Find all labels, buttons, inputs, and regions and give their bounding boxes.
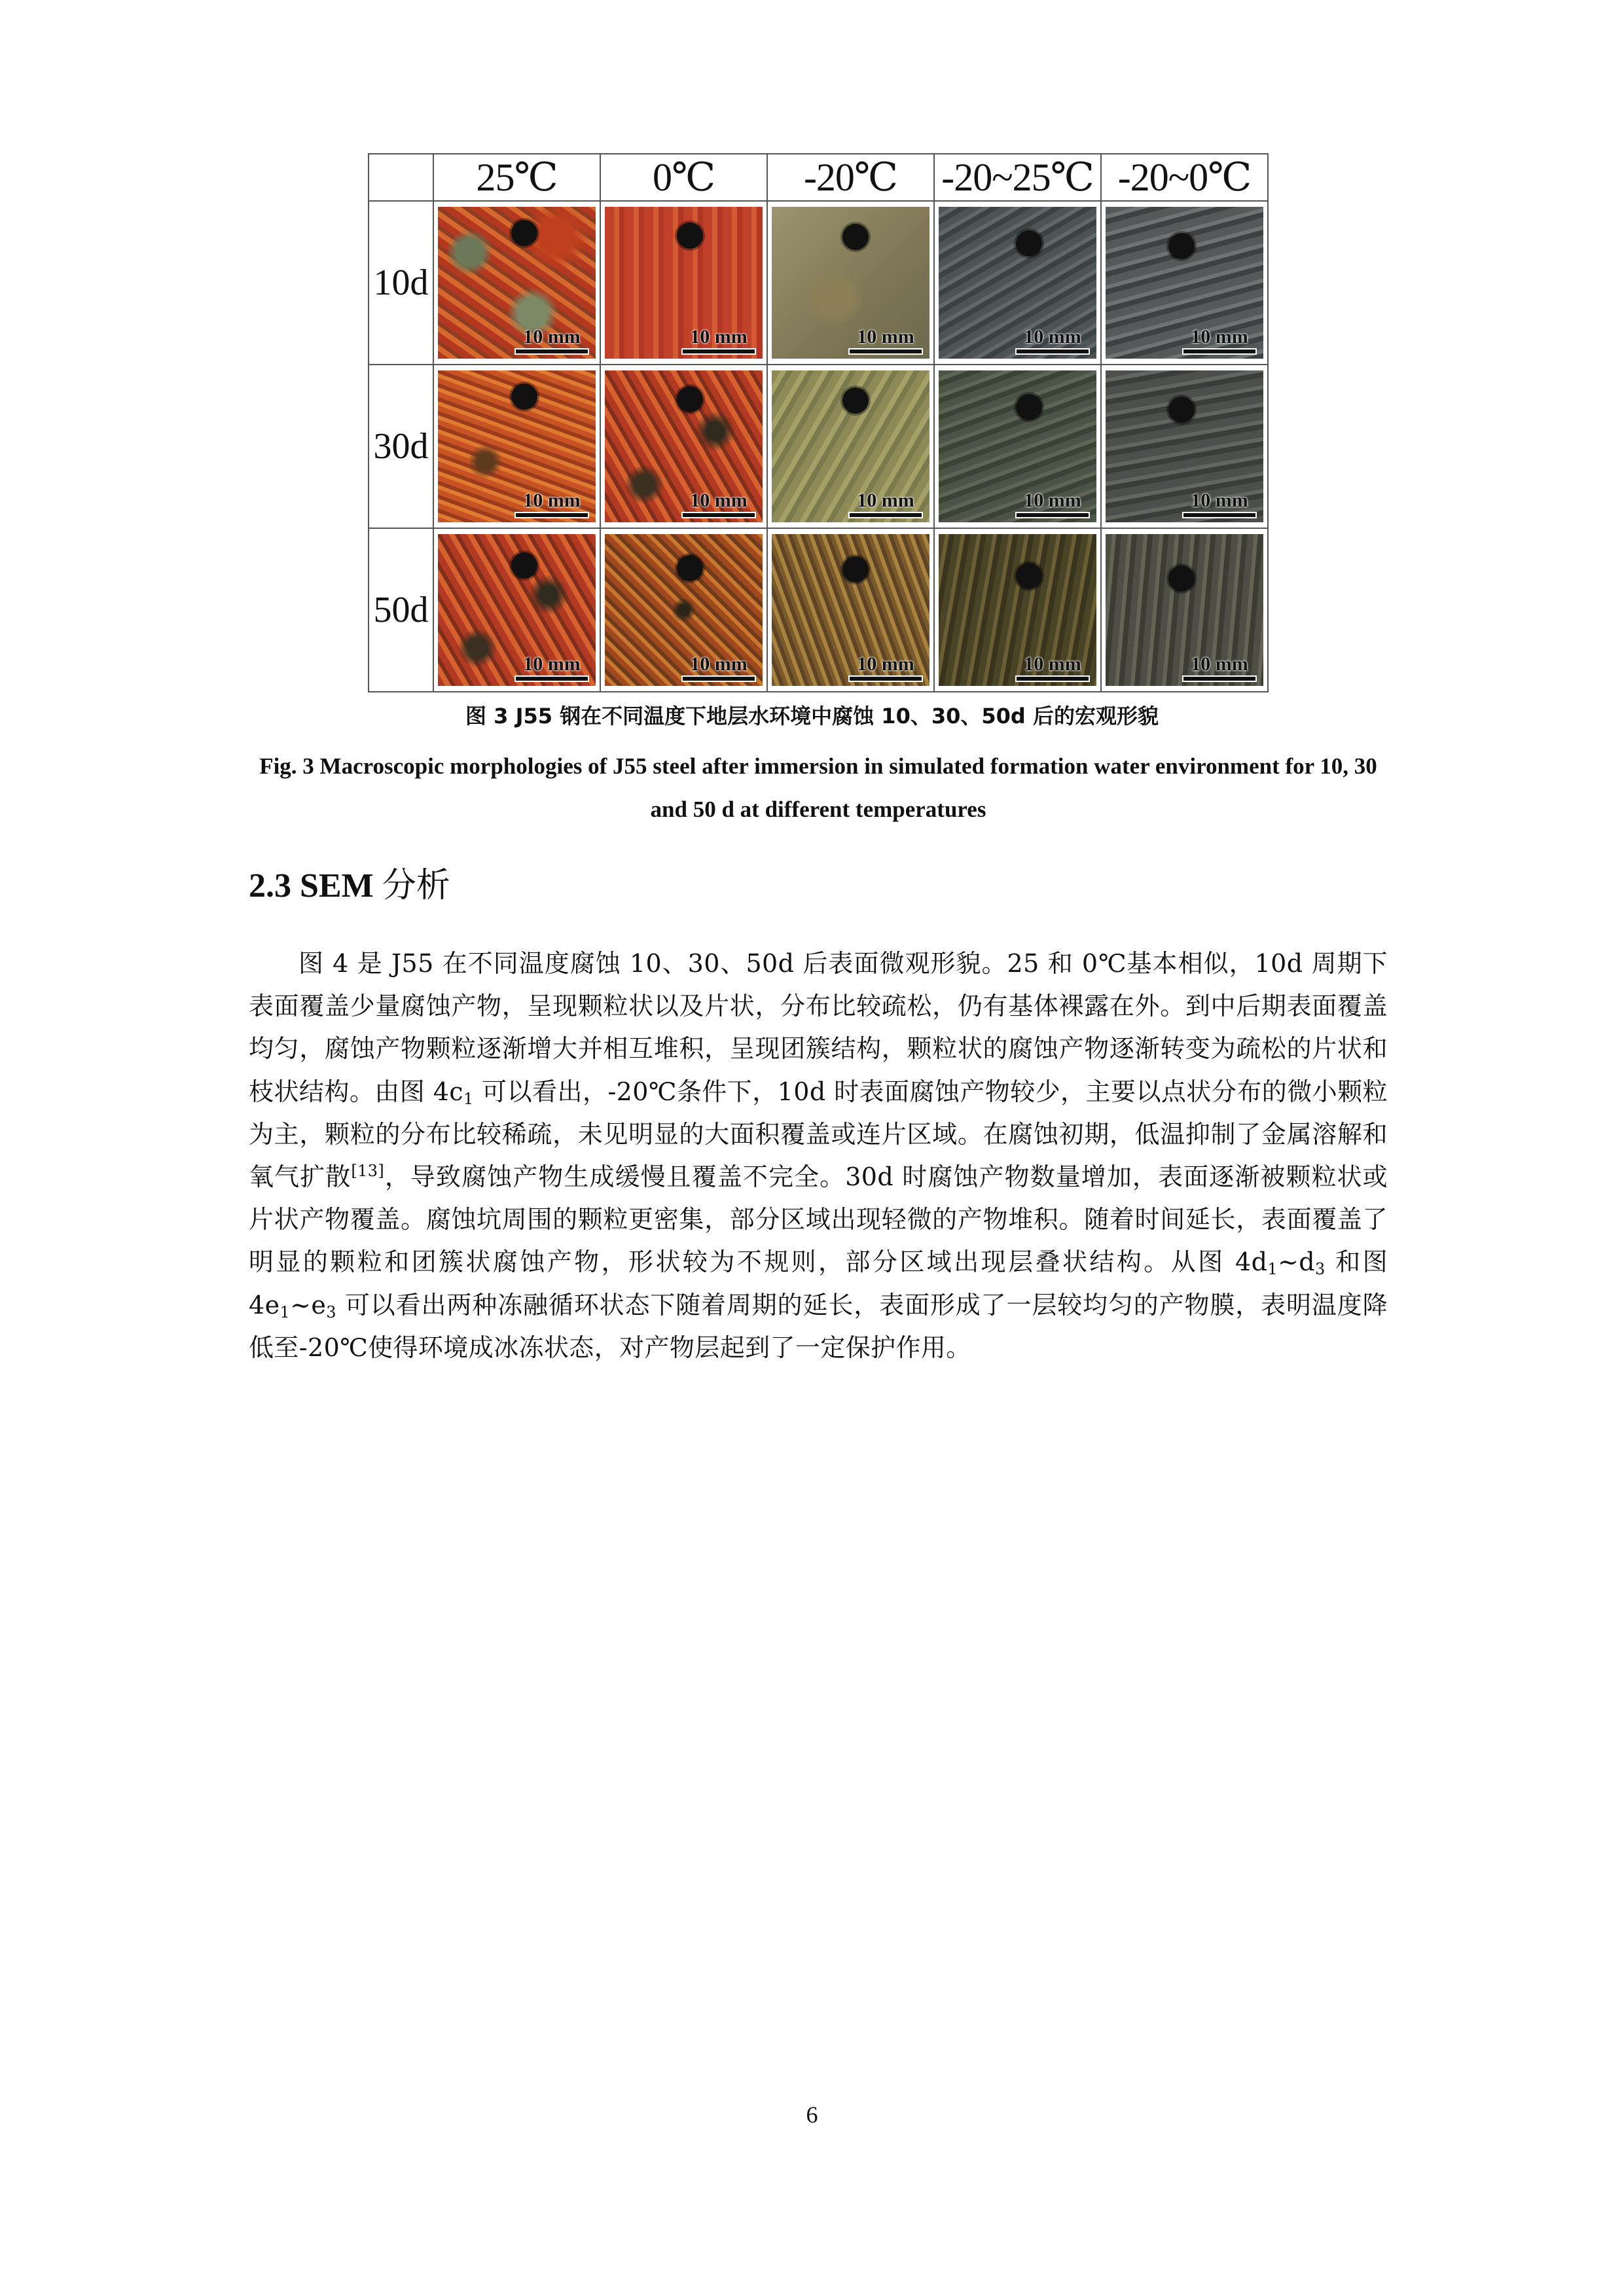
scale-bar bbox=[681, 655, 756, 682]
sample-photo bbox=[605, 207, 763, 359]
sample-photo bbox=[605, 534, 763, 686]
sample-hole bbox=[677, 223, 703, 249]
text-run: 可以看出两种冻融循环状态下随着周期的延长，表面形成了一层较均匀的产物膜，表明温度降低至-20℃使得环境成冰冻状态，对产物层起到了一定保护作用。 bbox=[249, 1290, 1388, 1362]
scale-bar-line bbox=[681, 348, 756, 355]
sample-photo bbox=[1106, 534, 1263, 686]
scale-bar-line bbox=[848, 348, 923, 355]
scale-bar bbox=[514, 491, 589, 518]
column-header-cell bbox=[1101, 154, 1268, 201]
scale-bar bbox=[1182, 655, 1257, 682]
subscript: 1 bbox=[1267, 1260, 1278, 1279]
sample-hole bbox=[1168, 233, 1195, 259]
scale-bar bbox=[1015, 491, 1090, 518]
row-header-cell bbox=[369, 201, 433, 365]
scale-bar-line bbox=[1182, 675, 1257, 682]
sample-photo bbox=[605, 370, 763, 522]
page-number: 6 bbox=[806, 2102, 818, 2128]
scale-bar-label: 10 mm bbox=[1024, 490, 1081, 511]
figure-caption-cn: 图 3 J55 钢在不同温度下地层水环境中腐蚀 10、30、50d 后的宏观形貌 bbox=[465, 704, 1159, 728]
sample-hole bbox=[1016, 563, 1042, 589]
sample-hole bbox=[677, 555, 703, 581]
subscript: 3 bbox=[326, 1302, 336, 1321]
scale-bar-label: 10 mm bbox=[523, 326, 581, 348]
sample-hole bbox=[1168, 397, 1195, 423]
scale-bar-label: 10 mm bbox=[857, 490, 914, 511]
sample-hole bbox=[1168, 565, 1195, 592]
grid-corner-cell bbox=[369, 154, 433, 201]
scale-bar-label: 10 mm bbox=[690, 490, 748, 511]
sample-hole bbox=[842, 556, 869, 583]
section-heading bbox=[249, 863, 450, 909]
scale-bar-label: 10 mm bbox=[1191, 653, 1248, 675]
scale-bar bbox=[681, 491, 756, 518]
column-header-cell bbox=[433, 154, 600, 201]
sample-photo bbox=[438, 370, 596, 522]
sample-cell bbox=[767, 528, 934, 692]
column-header-label: -20℃ bbox=[803, 156, 898, 199]
section-title-cn: 分析 bbox=[382, 866, 450, 905]
sample-hole bbox=[842, 387, 869, 414]
scale-bar-line bbox=[1015, 512, 1090, 518]
text-run: ~e bbox=[290, 1290, 327, 1319]
text-run: ，导致腐蚀产物生成缓慢且覆盖不完全。30d 时腐蚀产物数量增加，表面逐渐被颗粒状或片状产物覆盖。腐蚀坑周围的颗粒更密集，部分区域出现轻微的产物堆积。随着时间延长，表面覆盖了明显的颗粒和团簇状腐蚀产物，形状较为不规则，部分区域出现层叠状结构。从图 4d bbox=[249, 1162, 1388, 1277]
scale-bar bbox=[848, 327, 923, 355]
sample-cell bbox=[433, 365, 600, 528]
scale-bar-line bbox=[514, 348, 589, 355]
scale-bar bbox=[514, 327, 589, 355]
scale-bar-line bbox=[848, 675, 923, 682]
scale-bar-line bbox=[848, 512, 923, 518]
row-header-label: 30d bbox=[373, 426, 429, 467]
scale-bar-label: 10 mm bbox=[1024, 653, 1081, 675]
scale-bar-line bbox=[1182, 348, 1257, 355]
sample-photo bbox=[772, 534, 929, 686]
section-number: 2.3 SEM bbox=[249, 867, 374, 905]
subscript: 1 bbox=[463, 1089, 474, 1108]
scale-bar bbox=[681, 327, 756, 355]
sample-cell bbox=[767, 365, 934, 528]
sample-hole bbox=[1016, 230, 1042, 257]
sample-hole bbox=[1016, 394, 1042, 420]
sample-cell bbox=[1101, 528, 1268, 692]
scale-bar bbox=[1182, 327, 1257, 355]
sample-hole bbox=[511, 384, 537, 410]
figure-row bbox=[369, 201, 1268, 365]
sample-hole bbox=[677, 386, 703, 412]
figure-row bbox=[369, 365, 1268, 528]
sample-photo bbox=[772, 370, 929, 522]
scale-bar-label: 10 mm bbox=[690, 653, 748, 675]
scale-bar-label: 10 mm bbox=[690, 326, 748, 348]
sample-hole bbox=[842, 224, 869, 250]
scale-bar bbox=[1015, 327, 1090, 355]
figure-grid bbox=[368, 153, 1269, 692]
column-header-label: 0℃ bbox=[652, 156, 715, 199]
text-run: 图 4 是 J55 在不同温度腐蚀 10、30、50d 后表面微观形貌。25 和 0℃基本相似，10d 周期下表面覆盖少量腐蚀产物，呈现颗粒状以及片状，分布比较疏松，仍有基体裸露在外。到中后期表面覆盖均匀，腐蚀产物颗粒逐渐增大并相互堆积，呈现团簇结构，颗粒状的腐蚀产物逐渐转变为疏松的片状和枝状结构。由图 4c bbox=[249, 949, 1388, 1106]
column-header-label: 25℃ bbox=[476, 156, 558, 199]
scale-bar-label: 10 mm bbox=[523, 653, 581, 675]
text-run: ~d bbox=[1278, 1247, 1315, 1277]
row-header-cell bbox=[369, 528, 433, 692]
scale-bar-line bbox=[1182, 512, 1257, 518]
scale-bar-line bbox=[681, 675, 756, 682]
subscript: 3 bbox=[1314, 1260, 1326, 1279]
sample-cell bbox=[934, 528, 1101, 692]
sample-cell bbox=[934, 365, 1101, 528]
sample-hole bbox=[511, 552, 537, 579]
row-header-cell bbox=[369, 365, 433, 528]
sample-cell bbox=[600, 201, 767, 365]
sample-photo bbox=[1106, 370, 1263, 522]
scale-bar-label: 10 mm bbox=[523, 490, 581, 511]
sample-cell bbox=[433, 201, 600, 365]
body-paragraph bbox=[249, 942, 1388, 1369]
column-header-label: -20~25℃ bbox=[941, 156, 1094, 199]
figure-3 bbox=[368, 153, 1267, 690]
sample-cell bbox=[433, 528, 600, 692]
row-header-label: 50d bbox=[373, 590, 429, 630]
text-run: 和图 4e bbox=[249, 1247, 1388, 1319]
scale-bar bbox=[848, 655, 923, 682]
scale-bar bbox=[1015, 655, 1090, 682]
column-header-cell bbox=[767, 154, 934, 201]
sample-photo bbox=[438, 534, 596, 686]
text-run: 可以看出，-20℃条件下，10d 时表面腐蚀产物较少，主要以点状分布的微小颗粒为主，颗粒的分布比较稀疏，未见明显的大面积覆盖或连片区域。在腐蚀初期，低温抑制了金属溶解和氧气扩散 bbox=[249, 1077, 1388, 1192]
scale-bar-label: 10 mm bbox=[1191, 326, 1248, 348]
sample-photo bbox=[772, 207, 929, 359]
column-header-cell bbox=[934, 154, 1101, 201]
sample-photo bbox=[1106, 207, 1263, 359]
citation-ref[interactable]: [13] bbox=[351, 1162, 385, 1181]
sample-cell bbox=[934, 201, 1101, 365]
scale-bar-line bbox=[681, 512, 756, 518]
sample-cell bbox=[600, 365, 767, 528]
sample-photo bbox=[939, 370, 1096, 522]
sample-cell bbox=[600, 528, 767, 692]
sample-cell bbox=[767, 201, 934, 365]
scale-bar-label: 10 mm bbox=[857, 326, 914, 348]
sample-cell bbox=[1101, 365, 1268, 528]
scale-bar-line bbox=[1015, 348, 1090, 355]
scale-bar-label: 10 mm bbox=[1024, 326, 1081, 348]
sample-photo bbox=[438, 207, 596, 359]
row-header-label: 10d bbox=[373, 262, 429, 303]
column-header-label: -20~0℃ bbox=[1117, 156, 1252, 199]
subscript: 1 bbox=[280, 1302, 291, 1321]
scale-bar-line bbox=[514, 512, 589, 518]
figure-row bbox=[369, 528, 1268, 692]
figure-caption-en: Fig. 3 Macroscopic morphologies of J55 steel after immersion in simulated formation water environment for 10, 30 and 50 d at different temperatures bbox=[259, 753, 1377, 822]
scale-bar bbox=[514, 655, 589, 682]
scale-bar bbox=[1182, 491, 1257, 518]
sample-photo bbox=[939, 534, 1096, 686]
scale-bar-label: 10 mm bbox=[1191, 490, 1248, 511]
column-header-cell bbox=[600, 154, 767, 201]
sample-photo bbox=[939, 207, 1096, 359]
scale-bar-line bbox=[514, 675, 589, 682]
sample-cell bbox=[1101, 201, 1268, 365]
scale-bar-line bbox=[1015, 675, 1090, 682]
scale-bar-label: 10 mm bbox=[857, 653, 914, 675]
sample-hole bbox=[511, 220, 537, 246]
scale-bar bbox=[848, 491, 923, 518]
